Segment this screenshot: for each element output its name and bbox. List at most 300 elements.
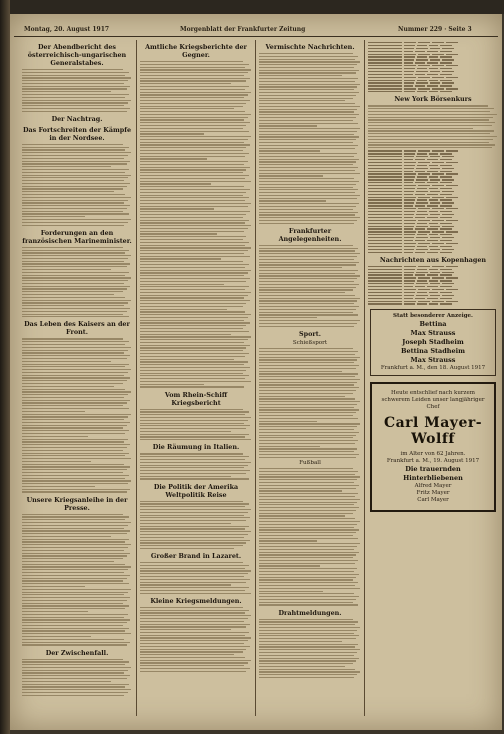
subheadline: Fußball [299, 459, 321, 466]
text-line [140, 128, 243, 129]
text-line [259, 145, 358, 146]
text-line [259, 660, 356, 661]
text-line [140, 342, 244, 343]
text-line [22, 261, 124, 262]
text-line [140, 206, 248, 207]
text-line [259, 195, 360, 196]
text-line [140, 64, 249, 65]
table-row [368, 194, 498, 195]
text-line [259, 479, 357, 480]
text-line [368, 139, 493, 140]
text-line [259, 326, 354, 327]
text-line [140, 136, 251, 137]
table-row [368, 217, 498, 218]
text-line [368, 119, 489, 120]
text-line [22, 475, 129, 476]
text-line [259, 67, 354, 68]
text-line [22, 695, 124, 696]
text-line [259, 148, 355, 149]
text-line [140, 334, 231, 335]
text-line [140, 436, 245, 437]
text-line [259, 412, 356, 413]
text-line [140, 328, 243, 329]
text-line [22, 402, 127, 403]
text-line [22, 341, 129, 342]
text-line [259, 136, 359, 137]
text-line [259, 187, 353, 188]
text-line [22, 389, 125, 390]
text-line [22, 366, 125, 367]
text-line [140, 347, 246, 348]
text-line [22, 400, 130, 401]
text-line [140, 428, 246, 429]
text-line [22, 594, 124, 595]
table-row [368, 228, 498, 229]
text-line [140, 501, 243, 502]
text-line [140, 618, 248, 619]
text-line [22, 536, 111, 537]
text-line [140, 203, 251, 204]
text-line [140, 245, 245, 246]
text-line [259, 454, 359, 455]
subheadline: Schießsport [292, 339, 328, 346]
text-line [22, 659, 123, 660]
text-line [259, 627, 360, 628]
death-grief: Die trauernden Hinterbliebenen [403, 464, 463, 482]
text-line [259, 281, 354, 282]
text-line [140, 236, 246, 237]
text-line [259, 217, 360, 218]
text-line [259, 256, 357, 257]
text-line [259, 89, 354, 90]
text-line [22, 416, 128, 417]
text-line [259, 535, 353, 536]
scanner-top-edge [0, 0, 504, 14]
text-line [22, 611, 88, 612]
text-line [22, 152, 131, 153]
text-line [259, 471, 358, 472]
text-line [22, 364, 129, 365]
text-line [259, 323, 357, 324]
text-line [259, 123, 358, 124]
text-line [140, 646, 250, 647]
text-line [259, 382, 357, 383]
text-line [259, 513, 353, 514]
text-line [140, 272, 248, 273]
text-line [22, 155, 128, 156]
text-line [259, 298, 360, 299]
text-line [22, 572, 124, 573]
text-line [140, 97, 244, 98]
text-line [140, 590, 245, 591]
text-line [22, 622, 127, 623]
text-line [259, 619, 353, 620]
table-row [368, 272, 498, 273]
text-line [140, 217, 243, 218]
text-line [22, 608, 125, 609]
text-line [140, 473, 246, 474]
text-line [22, 291, 123, 292]
text-line [259, 504, 354, 505]
table-row [368, 249, 498, 250]
text-line [259, 111, 354, 112]
text-line [140, 523, 231, 524]
text-line [22, 286, 130, 287]
body-text [259, 245, 361, 327]
text-line [259, 184, 356, 185]
text-line [22, 455, 125, 456]
text-line [22, 639, 124, 640]
text-line [140, 409, 243, 410]
text-line [140, 94, 248, 95]
body-text [22, 514, 132, 646]
table-row [368, 88, 498, 89]
text-line [140, 72, 248, 73]
text-line [22, 177, 128, 178]
header-rule [14, 36, 498, 37]
table-row [368, 80, 498, 81]
text-line [22, 689, 131, 690]
text-line [140, 565, 249, 566]
text-line [140, 69, 251, 70]
text-line [259, 568, 357, 569]
text-line [22, 589, 131, 590]
table-row [368, 171, 498, 172]
table-row [368, 51, 498, 52]
text-line [368, 108, 494, 109]
text-line [22, 544, 131, 545]
text-line [259, 560, 358, 561]
text-line [259, 317, 317, 318]
text-line [259, 212, 358, 213]
text-line [259, 440, 358, 441]
text-line [259, 351, 358, 352]
text-line [22, 200, 128, 201]
header-date: Montag, 20. August 1917 [24, 26, 110, 33]
text-line [259, 393, 353, 394]
text-line [259, 457, 356, 458]
text-line [140, 476, 231, 477]
table-row [368, 71, 498, 72]
text-line [259, 674, 357, 675]
text-line [140, 250, 248, 251]
text-line [259, 306, 359, 307]
text-line [140, 78, 250, 79]
text-line [140, 286, 249, 287]
text-line [140, 579, 250, 580]
text-line [22, 83, 124, 84]
headline: New York Börsenkurs [394, 95, 472, 104]
text-line [259, 84, 360, 85]
text-line [22, 569, 128, 570]
text-line [22, 91, 111, 92]
text-line [259, 139, 356, 140]
text-line [22, 375, 124, 376]
text-line [140, 632, 249, 633]
text-line [22, 636, 91, 637]
text-line [22, 175, 131, 176]
text-line [259, 200, 326, 201]
body-text [140, 61, 252, 388]
table-row [368, 150, 498, 151]
text-line [368, 133, 490, 134]
notice-name: Max Strauss [410, 355, 456, 364]
text-line [259, 175, 323, 176]
table-row [368, 266, 498, 267]
text-line [259, 206, 356, 207]
text-line [140, 612, 245, 613]
text-line [259, 474, 355, 475]
death-notice [370, 382, 496, 512]
body-text [368, 105, 498, 148]
text-line [259, 220, 357, 221]
text-line [22, 491, 127, 492]
text-line [22, 361, 111, 362]
text-line [259, 250, 355, 251]
death-place: Frankfurt a. M., 19. August 1917 [386, 457, 480, 464]
body-text [22, 659, 132, 696]
text-line [140, 459, 245, 460]
text-line [22, 642, 130, 643]
text-line [22, 250, 129, 251]
text-line [140, 456, 249, 457]
text-line [140, 651, 243, 652]
text-line [259, 510, 356, 511]
text-line [22, 619, 130, 620]
table-row [368, 74, 498, 75]
text-line [140, 339, 248, 340]
text-line [140, 181, 251, 182]
text-line [22, 566, 131, 567]
text-line [140, 303, 246, 304]
text-line [140, 467, 244, 468]
table-row [368, 292, 498, 293]
text-line [22, 603, 123, 604]
text-line [140, 144, 250, 145]
text-line [22, 94, 129, 95]
text-line [140, 587, 249, 588]
text-line [140, 83, 231, 84]
table-row [368, 301, 498, 302]
text-line [259, 649, 360, 650]
text-line [22, 472, 123, 473]
text-line [22, 670, 128, 671]
headline: Der Abendbericht des österreichisch-ungarischen Generalstabes. [27, 43, 127, 67]
text-line [140, 192, 246, 193]
text-line [368, 122, 495, 123]
text-line [22, 202, 124, 203]
text-line [140, 649, 246, 650]
text-line [140, 178, 245, 179]
notice-footer: Frankfurt a. M., den 18. August 1917 [380, 364, 486, 371]
text-line [140, 208, 214, 209]
text-line [259, 387, 359, 388]
text-line [140, 270, 251, 271]
text-line [259, 415, 353, 416]
text-line [259, 488, 356, 489]
text-line [259, 663, 353, 664]
text-line [259, 284, 359, 285]
text-line [259, 521, 360, 522]
text-line [259, 357, 360, 358]
text-line [259, 407, 354, 408]
text-line [259, 554, 356, 555]
text-line [259, 677, 354, 678]
text-line [140, 311, 245, 312]
text-line [259, 365, 359, 366]
text-line [259, 173, 360, 174]
text-line [259, 423, 360, 424]
text-line [259, 53, 353, 54]
text-line [140, 526, 249, 527]
text-line [140, 309, 227, 310]
text-line [22, 486, 95, 487]
text-line [140, 570, 251, 571]
text-line [22, 72, 129, 73]
text-line [22, 163, 127, 164]
text-line [22, 433, 125, 434]
text-line [140, 183, 211, 184]
text-line [22, 347, 131, 348]
table-row [368, 62, 498, 63]
table-row [368, 179, 498, 180]
body-text [259, 468, 361, 605]
text-line [140, 142, 244, 143]
text-line [140, 164, 244, 165]
text-line [22, 553, 130, 554]
text-line [259, 591, 323, 592]
text-line [22, 436, 88, 437]
text-line [140, 439, 251, 440]
headline: Der Zwischenfall. [45, 648, 109, 657]
text-line [259, 409, 359, 410]
text-line [259, 354, 355, 355]
stock-table [368, 42, 498, 92]
table-row [368, 168, 498, 169]
text-line [259, 192, 355, 193]
text-line [22, 158, 124, 159]
text-line [140, 117, 248, 118]
text-line [259, 451, 354, 452]
text-line [22, 297, 125, 298]
text-line [140, 637, 251, 638]
text-line [259, 150, 320, 151]
text-line [140, 470, 250, 471]
text-line [140, 172, 243, 173]
text-line [259, 666, 345, 667]
text-line [259, 371, 342, 372]
text-line [22, 444, 130, 445]
text-line [140, 414, 245, 415]
text-line [140, 662, 248, 663]
text-line [22, 558, 123, 559]
text-line [140, 584, 231, 585]
text-line [140, 222, 245, 223]
text-line [259, 446, 320, 447]
text-line [22, 425, 127, 426]
text-line [259, 557, 353, 558]
text-line [140, 665, 244, 666]
text-line [259, 432, 359, 433]
text-line [259, 348, 353, 349]
text-line [259, 131, 357, 132]
body-text [259, 53, 361, 224]
text-line [140, 284, 224, 285]
table-row [368, 208, 498, 209]
text-line [259, 59, 355, 60]
text-line [259, 125, 317, 126]
text-line [140, 660, 251, 661]
table-row [368, 234, 498, 235]
text-line [259, 579, 353, 580]
text-line [22, 522, 131, 523]
text-line [259, 156, 354, 157]
text-line [259, 468, 353, 469]
text-line [22, 352, 124, 353]
text-line [140, 373, 243, 374]
text-line [259, 134, 354, 135]
text-line [22, 630, 125, 631]
text-line [259, 64, 357, 65]
text-line [22, 102, 128, 103]
text-line [140, 242, 249, 243]
text-line [140, 607, 243, 608]
text-line [140, 417, 251, 418]
text-line [259, 543, 360, 544]
text-line [259, 159, 359, 160]
text-line [140, 423, 244, 424]
text-line [140, 629, 231, 630]
text-line [259, 404, 357, 405]
text-line [259, 398, 355, 399]
table-row [368, 188, 498, 189]
text-line [140, 353, 249, 354]
text-line [140, 92, 251, 93]
text-line [259, 577, 356, 578]
text-line [22, 516, 129, 517]
text-line [140, 593, 251, 594]
text-line [259, 275, 360, 276]
text-line [22, 222, 128, 223]
text-line [140, 654, 234, 655]
text-line [22, 272, 129, 273]
column-4 [368, 40, 498, 720]
text-line [368, 147, 492, 148]
text-line [259, 70, 359, 71]
text-line [368, 128, 473, 129]
table-row [368, 165, 498, 166]
text-line [22, 97, 125, 98]
text-line [22, 216, 85, 217]
text-line [368, 114, 497, 115]
table-row [368, 205, 498, 206]
text-line [22, 358, 127, 359]
text-line [22, 369, 131, 370]
text-line [259, 75, 342, 76]
text-line [259, 435, 356, 436]
text-line [259, 117, 356, 118]
text-line [259, 167, 358, 168]
text-line [259, 493, 358, 494]
text-line [22, 186, 127, 187]
text-line [259, 109, 357, 110]
text-line [140, 542, 246, 543]
text-line [259, 214, 355, 215]
text-line [22, 308, 130, 309]
table-row [368, 159, 498, 160]
headline: Nachrichten aus Kopenhagen [379, 255, 487, 264]
text-line [140, 624, 250, 625]
